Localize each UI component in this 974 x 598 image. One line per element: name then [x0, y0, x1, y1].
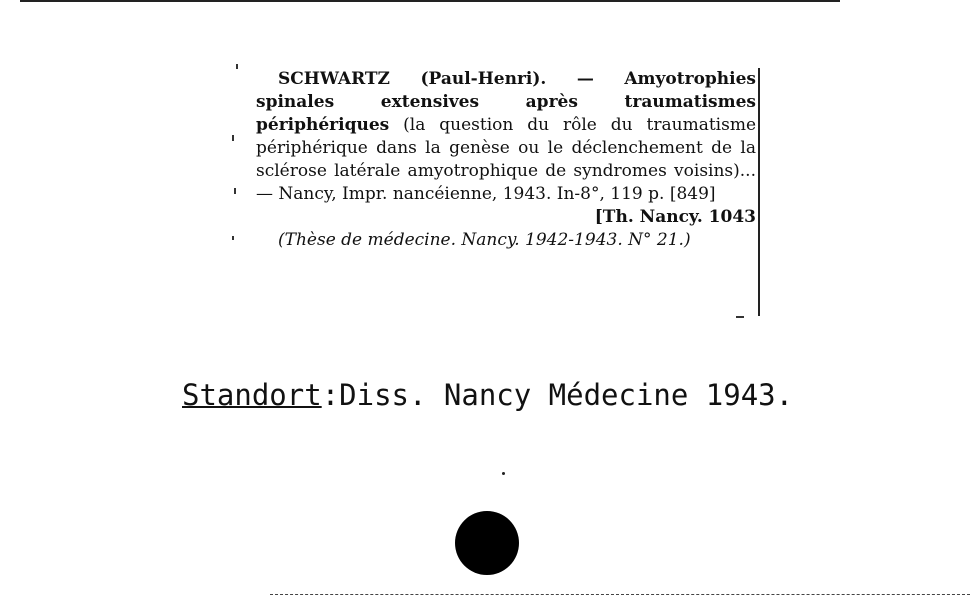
- speck-mark: [236, 64, 238, 69]
- ink-dot: [502, 472, 505, 475]
- location-value: Diss. Nancy Médecine 1943.: [339, 378, 794, 412]
- location-note: [182, 378, 793, 412]
- thesis-note: (Thèse de médecine. Nancy. 1942-1943. N° 21.): [278, 230, 691, 250]
- thesis-marker-line: [256, 206, 756, 229]
- bibliographic-clipping: [256, 68, 756, 252]
- title-dash: —: [546, 69, 625, 89]
- speck-mark: [736, 316, 744, 318]
- clipping-right-border: [758, 68, 760, 316]
- title-details: (la question du rôle du traumatisme périphérique dans la genèse ou le déclenchement de la sclérose latérale amyotrophique de syndromes voisins)... — Nancy, Impr. nancéienne, 1943. In-8°, 119 p. [849]: [256, 115, 756, 204]
- thesis-marker: [Th. Nancy. 1043: [594, 207, 756, 227]
- card-top-edge: [20, 0, 840, 2]
- location-label: Standort: [182, 378, 322, 412]
- speck-mark: [234, 188, 236, 194]
- bibliographic-entry: [256, 68, 756, 206]
- speck-mark: [232, 236, 234, 240]
- title-main: Amyotrophies spinales extensives après traumatismes périphériques: [256, 69, 756, 135]
- punch-hole: [455, 511, 519, 575]
- speck-mark: [232, 135, 234, 141]
- location-separator: :: [321, 378, 340, 412]
- author-name: SCHWARTZ (Paul-Henri).: [278, 69, 547, 89]
- card-bottom-edge: [270, 594, 970, 595]
